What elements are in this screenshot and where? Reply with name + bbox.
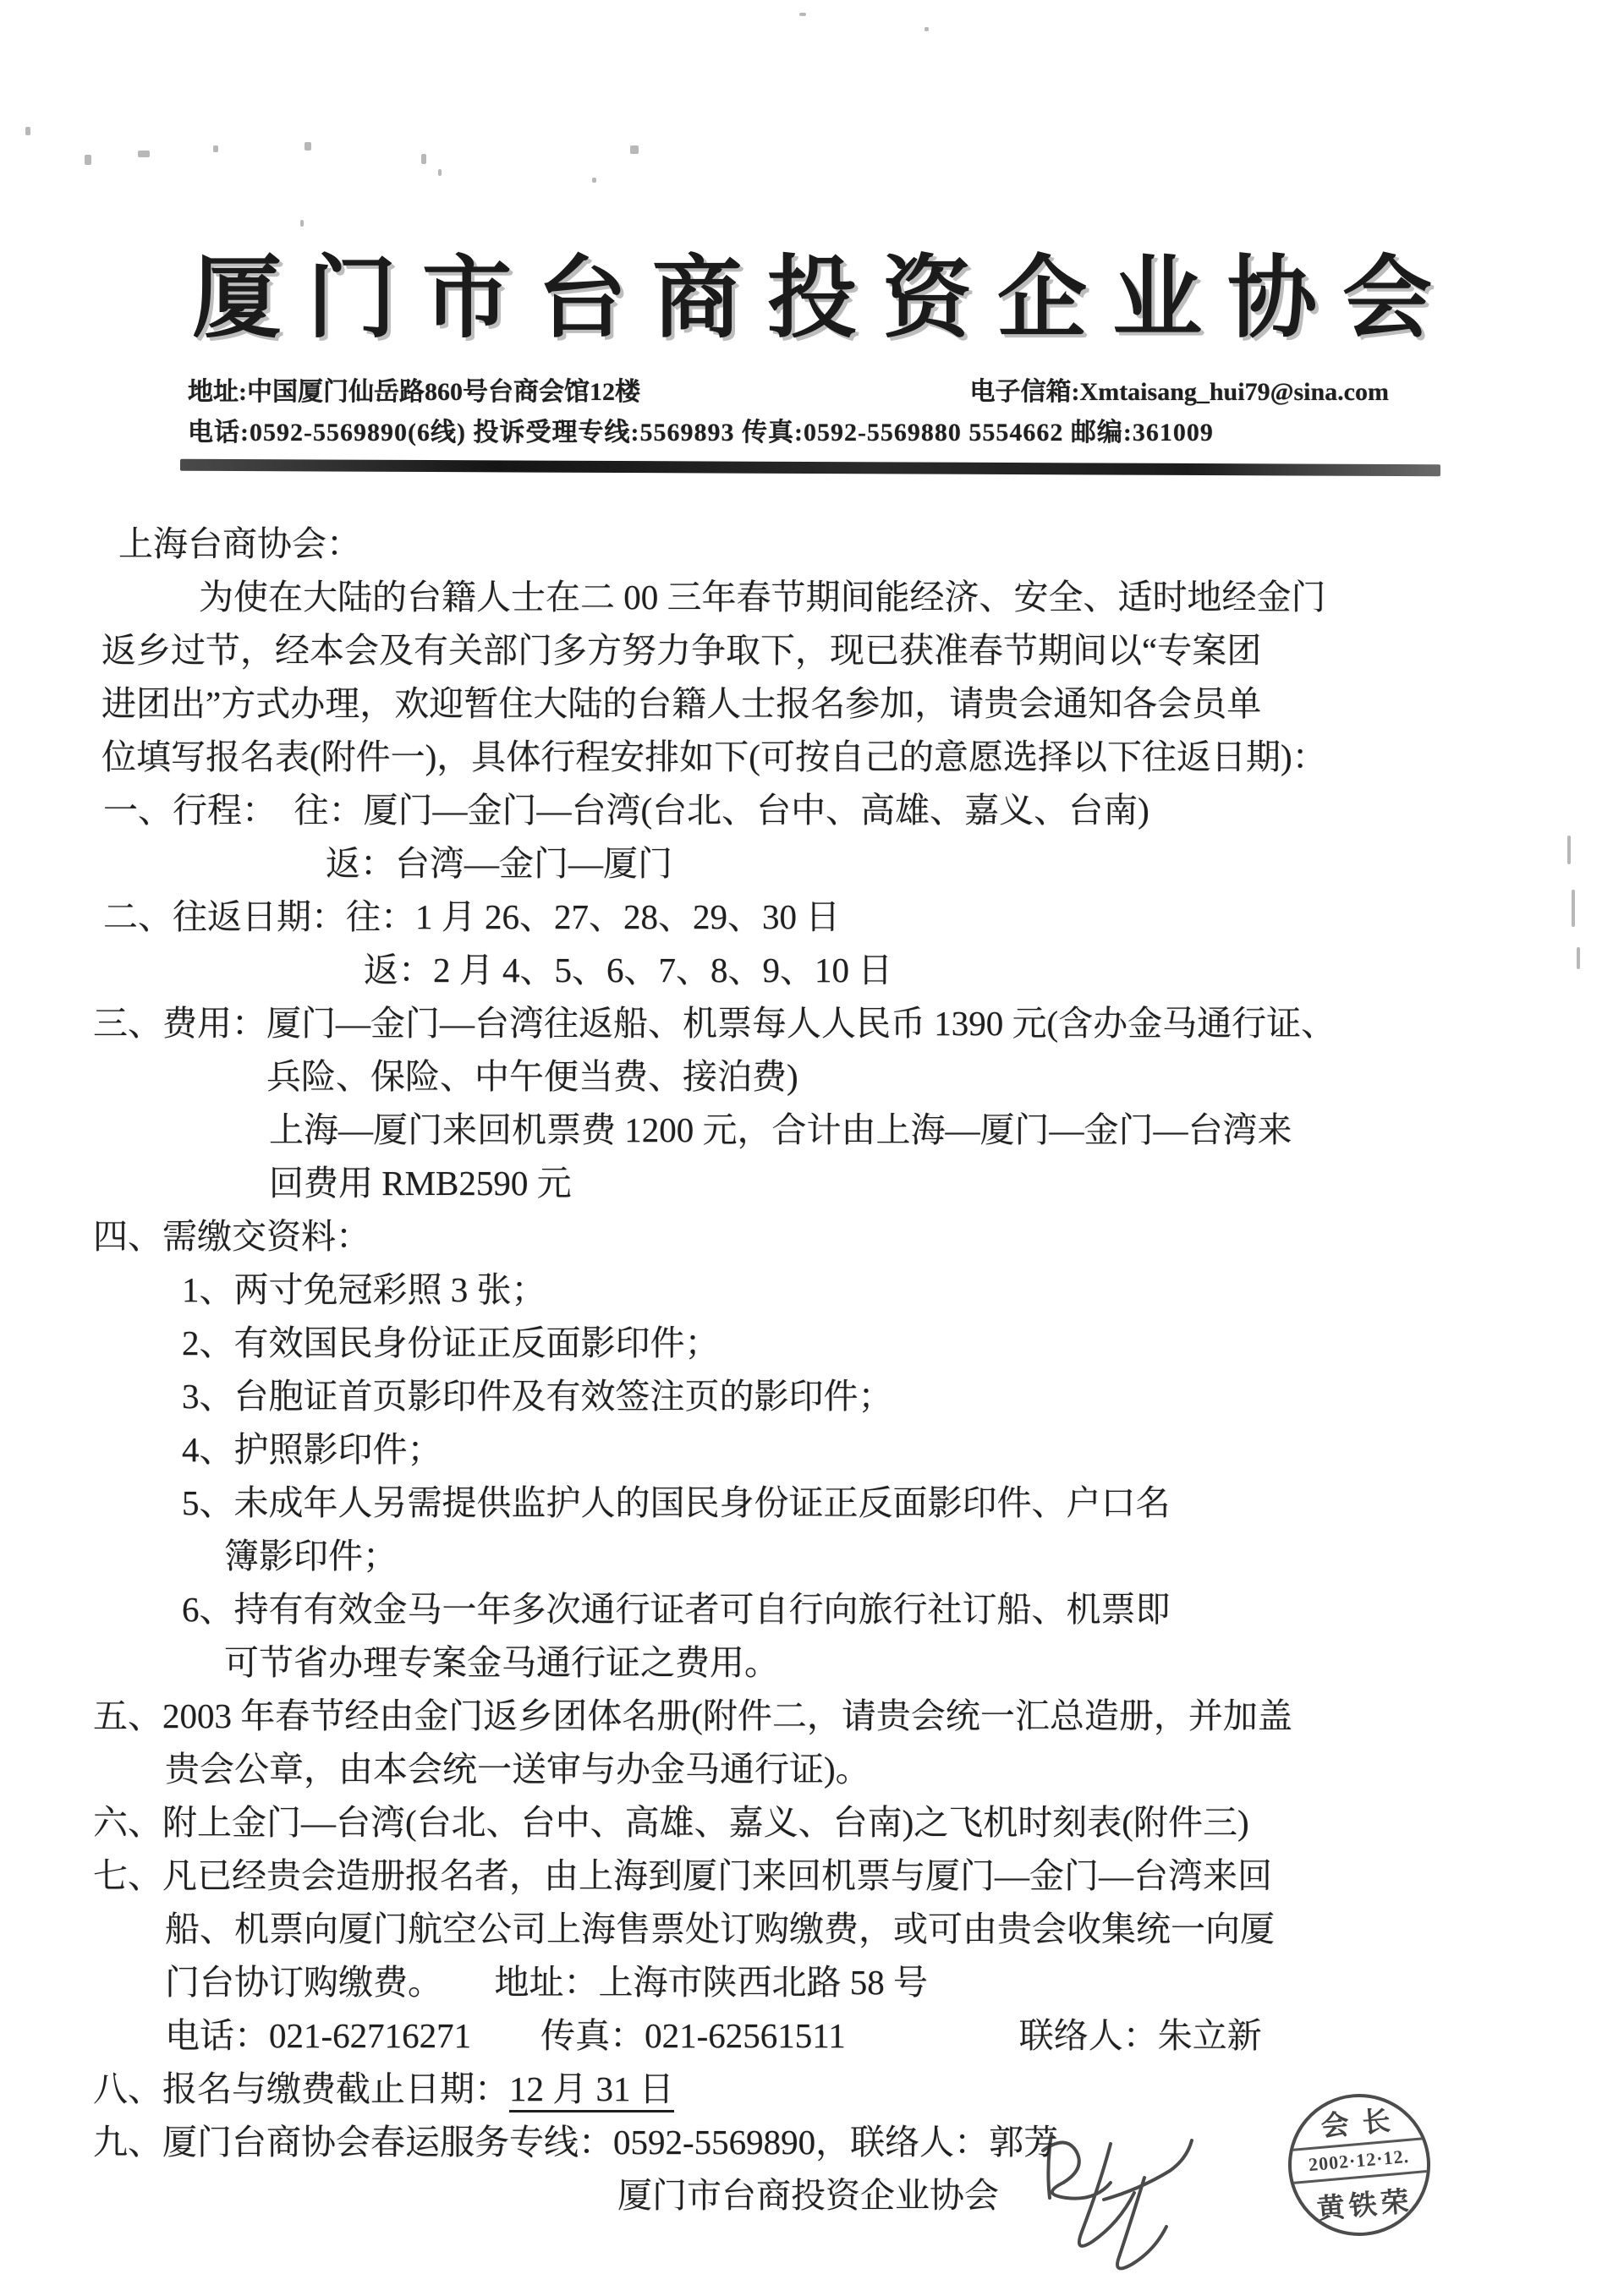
document-line: 八、报名与缴费截止日期：12 月 31 日 [0, 2063, 1624, 2116]
document-line: 簿影印件； [224, 1537, 398, 1575]
document-line: 一、行程： 往：厦门—金门—台湾(台北、台中、高雄、嘉义、台南) [103, 791, 1149, 830]
document-line: 返：台湾—金门—厦门 [326, 844, 672, 883]
document-line: 七、凡已经贵会造册报名者，由上海到厦门来回机票与厦门—金门—台湾来回 [93, 1856, 1272, 1895]
document-line: 二、往返日期：往：1 月 26、27、28、29、30 日 [103, 897, 841, 936]
document-line: 四、需缴交资料： [93, 1217, 370, 1256]
document-line: 厦门市台商投资企业协会 [617, 2176, 999, 2215]
document-line: 上海台商协会： [118, 524, 361, 563]
scan-artifact [924, 27, 929, 31]
scan-artifact [592, 178, 596, 183]
document-line: 5、未成年人另需提供监护人的国民身份证正反面影印件、户口名 [182, 1483, 1171, 1522]
document-line: 兵险、保险、中午便当费、接泊费) [266, 1057, 798, 1096]
scan-artifact [85, 155, 91, 165]
document-line: 三、费用：厦门—金门—台湾往返船、机票每人人民币 1390 元(含办金马通行证、 [93, 1004, 1336, 1043]
document-line: 4、护照影印件； [182, 1430, 442, 1469]
document-line: 船、机票向厦门航空公司上海售票处订购缴费，或可由贵会收集统一向厦 [165, 1910, 1275, 1948]
scan-artifact [1572, 890, 1575, 927]
letterhead-phone-line: 电话:0592-5569890(6线) 投诉受理专线:5569893 传真:0592-5569880 5554662 邮编:361009 [188, 419, 1214, 447]
scan-artifact [438, 169, 442, 176]
document-line: 位填写报名表(附件一)，具体行程安排如下(可按自己的意愿选择以下往返日期)： [102, 737, 1327, 776]
scan-artifact [421, 154, 426, 164]
document-line: 进团出”方式办理，欢迎暂住大陆的台籍人士报名参加，请贵会通知各会员单 [102, 684, 1262, 723]
stamp-date: 2002·12·12. [1290, 2137, 1428, 2184]
document-line: 返乡过节，经本会及有关部门多方努力争取下，现已获准春节期间以“专案团 [102, 631, 1262, 670]
letterhead-divider [180, 459, 1440, 477]
scan-artifact [630, 145, 639, 154]
document-line: 1、两寸免冠彩照 3 张； [182, 1270, 546, 1309]
document-line: 门台协订购缴费。 地址：上海市陕西北路 58 号 [165, 1963, 928, 2002]
document-line: 返：2 月 4、5、6、7、8、9、10 日 [364, 951, 893, 989]
document-body [0, 518, 1624, 2222]
scan-artifact [300, 220, 304, 227]
scan-artifact [138, 151, 150, 157]
scan-artifact [25, 127, 30, 135]
handwritten-signature [1002, 2118, 1214, 2296]
document-line: 六、附上金门—台湾(台北、台中、高雄、嘉义、台南)之飞机时刻表(附件三) [93, 1803, 1249, 1842]
document-line: 五、2003 年春节经由金门返乡团体名册(附件二，请贵会统一汇总造册，并加盖 [93, 1696, 1292, 1735]
document-line: 为使在大陆的台籍人士在二 00 三年春节期间能经济、安全、适时地经金门 [199, 578, 1326, 616]
scan-artifact [1577, 947, 1580, 969]
stamp-name: 黄铁荣 [1315, 2186, 1415, 2225]
scan-artifact [1567, 836, 1571, 864]
document-line: 6、持有有效金马一年多次通行证者可自行向旅行社订船、机票即 [182, 1590, 1171, 1629]
document-line: 电话：021-62716271 传真：021-62561511 联络人：朱立新 [165, 2016, 1262, 2055]
scan-artifact [799, 13, 806, 16]
letterhead-address: 地址:中国厦门仙岳路860号台商会馆12楼 [188, 378, 640, 406]
underlined-deadline: 12 月 31 日 [509, 2069, 674, 2112]
document-line: 可节省办理专案金马通行证之费用。 [224, 1643, 779, 1682]
letterhead-title: 厦门市台商投资企业协会 [192, 249, 1457, 348]
stamp-title: 会长 [1320, 2105, 1406, 2143]
scan-artifact [304, 142, 311, 151]
document-line: 3、台胞证首页影印件及有效签注页的影印件； [182, 1377, 893, 1416]
letterhead-email: 电子信箱:Xmtaisang_hui79@sina.com [969, 378, 1389, 406]
document-line: 2、有效国民身份证正反面影印件； [182, 1323, 720, 1362]
scan-artifact [213, 145, 218, 152]
letterhead-contact-row [188, 370, 1389, 408]
document-line: 上海—厦门来回机票费 1200 元，合计由上海—厦门—金门—台湾来 [269, 1110, 1292, 1149]
document-line: 回费用 RMB2590 元 [269, 1164, 572, 1203]
document-line: 九、厦门台商协会春运服务专线：0592-5569890，联络人：郭芳 [93, 2123, 1059, 2162]
document-line: 贵会公章，由本会统一送审与办金马通行证)。 [165, 1750, 870, 1789]
